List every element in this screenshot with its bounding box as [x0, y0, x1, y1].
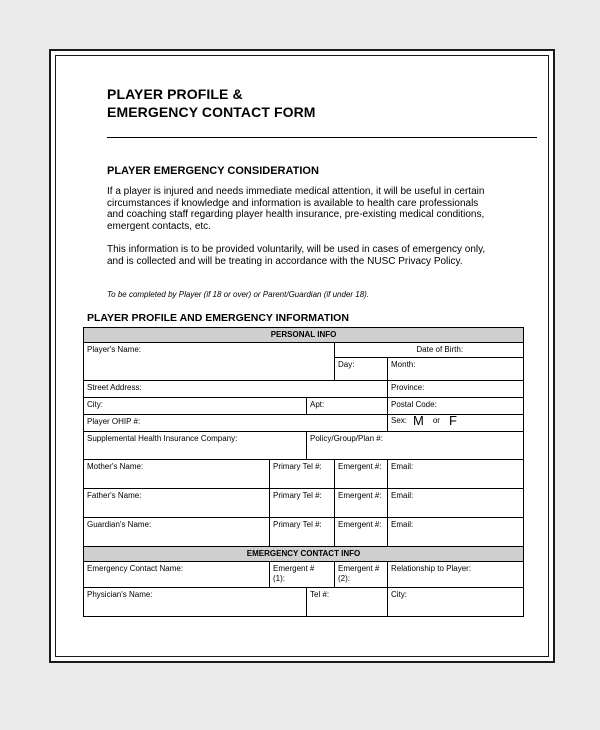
- mother-emergent-label: Emergent #:: [338, 462, 382, 471]
- dob-day-label: Day:: [338, 360, 355, 369]
- father-email-label: Email:: [391, 491, 414, 500]
- mothers-name-field[interactable]: [84, 460, 270, 489]
- physician-tel-field[interactable]: [307, 588, 388, 617]
- sex-option-f[interactable]: F: [448, 414, 457, 428]
- dob-month-field[interactable]: [388, 358, 524, 381]
- mother-emergent-field[interactable]: [335, 460, 388, 489]
- supplemental-insurance-label: Supplemental Health Insurance Company:: [87, 434, 238, 443]
- emergent-1-sub-label: (1):: [273, 574, 285, 583]
- physician-tel-label: Tel #:: [310, 590, 330, 599]
- completion-note: To be completed by Player (if 18 or over) or Parent/Guardian (if under 18).: [107, 290, 370, 299]
- physician-city-field[interactable]: [388, 588, 524, 617]
- consideration-paragraph-2: This information is to be provided voluntarily, will be used in cases of emergency only, and is collected and will be treating in accordance with the NUSC Privacy Policy.: [107, 244, 486, 267]
- emergent-2-label: Emergent #: [338, 564, 380, 573]
- city-label: City:: [87, 400, 103, 409]
- physicians-name-label: Physician's Name:: [87, 590, 153, 599]
- father-email-field[interactable]: [388, 489, 524, 518]
- sex-field[interactable]: [388, 415, 524, 432]
- guardians-name-field[interactable]: [84, 518, 270, 547]
- mother-email-field[interactable]: [388, 460, 524, 489]
- fathers-name-label: Father's Name:: [87, 491, 142, 500]
- dob-month-label: Month:: [391, 360, 416, 369]
- relationship-field[interactable]: [388, 562, 524, 588]
- mother-primary-tel-field[interactable]: [270, 460, 335, 489]
- city-field[interactable]: [84, 398, 307, 415]
- fathers-name-field[interactable]: [84, 489, 270, 518]
- emergency-contact-band: EMERGENCY CONTACT INFO: [84, 547, 524, 562]
- emergent-1-label: Emergent #: [273, 564, 315, 573]
- dob-day-field[interactable]: [335, 358, 388, 381]
- title-line-2: EMERGENCY CONTACT FORM: [107, 104, 316, 120]
- sex-or-text: or: [432, 416, 440, 425]
- policy-number-field[interactable]: [307, 432, 524, 460]
- players-name-field[interactable]: [84, 343, 335, 381]
- players-name-label: Player's Name:: [87, 345, 141, 354]
- form-title: [107, 85, 316, 121]
- profile-heading: PLAYER PROFILE AND EMERGENCY INFORMATION: [87, 312, 349, 324]
- form-page: [49, 49, 555, 663]
- apt-label: Apt:: [310, 400, 325, 409]
- mother-primary-tel-label: Primary Tel #:: [273, 462, 322, 471]
- postal-code-field[interactable]: [388, 398, 524, 415]
- street-address-label: Street Address:: [87, 383, 142, 392]
- guardian-email-field[interactable]: [388, 518, 524, 547]
- province-label: Province:: [391, 383, 425, 392]
- title-rule: [107, 137, 537, 138]
- father-primary-tel-field[interactable]: [270, 489, 335, 518]
- province-field[interactable]: [388, 381, 524, 398]
- father-emergent-field[interactable]: [335, 489, 388, 518]
- emergent-2-field[interactable]: [335, 562, 388, 588]
- guardian-emergent-label: Emergent #:: [338, 520, 382, 529]
- sex-label: Sex:: [391, 416, 408, 426]
- physician-city-label: City:: [391, 590, 407, 599]
- father-primary-tel-label: Primary Tel #:: [273, 491, 322, 500]
- policy-number-label: Policy/Group/Plan #:: [310, 434, 383, 443]
- title-line-1: PLAYER PROFILE &: [107, 86, 243, 102]
- guardians-name-label: Guardian's Name:: [87, 520, 152, 529]
- street-address-field[interactable]: [84, 381, 388, 398]
- guardian-primary-tel-field[interactable]: [270, 518, 335, 547]
- father-emergent-label: Emergent #:: [338, 491, 382, 500]
- mothers-name-label: Mother's Name:: [87, 462, 144, 471]
- emergency-contact-name-label: Emergency Contact Name:: [87, 564, 184, 573]
- emergency-contact-name-field[interactable]: [84, 562, 270, 588]
- guardian-emergent-field[interactable]: [335, 518, 388, 547]
- apt-field[interactable]: [307, 398, 388, 415]
- consideration-paragraph-1: If a player is injured and needs immediate medical attention, it will be useful in certain circumstances if knowledge and information is available to health care professionals and coaching staff regarding player health insurance, pre-existing medical conditions, emergent contacts, etc.: [107, 186, 485, 232]
- guardian-email-label: Email:: [391, 520, 414, 529]
- player-ohip-label: Player OHIP #:: [87, 417, 141, 426]
- emergent-1-field[interactable]: [270, 562, 335, 588]
- mother-email-label: Email:: [391, 462, 414, 471]
- profile-table: [83, 327, 524, 617]
- postal-code-label: Postal Code:: [391, 400, 437, 409]
- supplemental-insurance-field[interactable]: [84, 432, 307, 460]
- player-ohip-field[interactable]: [84, 415, 388, 432]
- guardian-primary-tel-label: Primary Tel #:: [273, 520, 322, 529]
- relationship-label: Relationship to Player:: [391, 564, 472, 573]
- date-of-birth-header: Date of Birth:: [335, 343, 524, 358]
- physicians-name-field[interactable]: [84, 588, 307, 617]
- consideration-heading: PLAYER EMERGENCY CONSIDERATION: [107, 165, 319, 177]
- personal-info-band: PERSONAL INFO: [84, 328, 524, 343]
- sex-option-m[interactable]: M: [413, 414, 424, 428]
- emergent-2-sub-label: (2):: [338, 574, 350, 583]
